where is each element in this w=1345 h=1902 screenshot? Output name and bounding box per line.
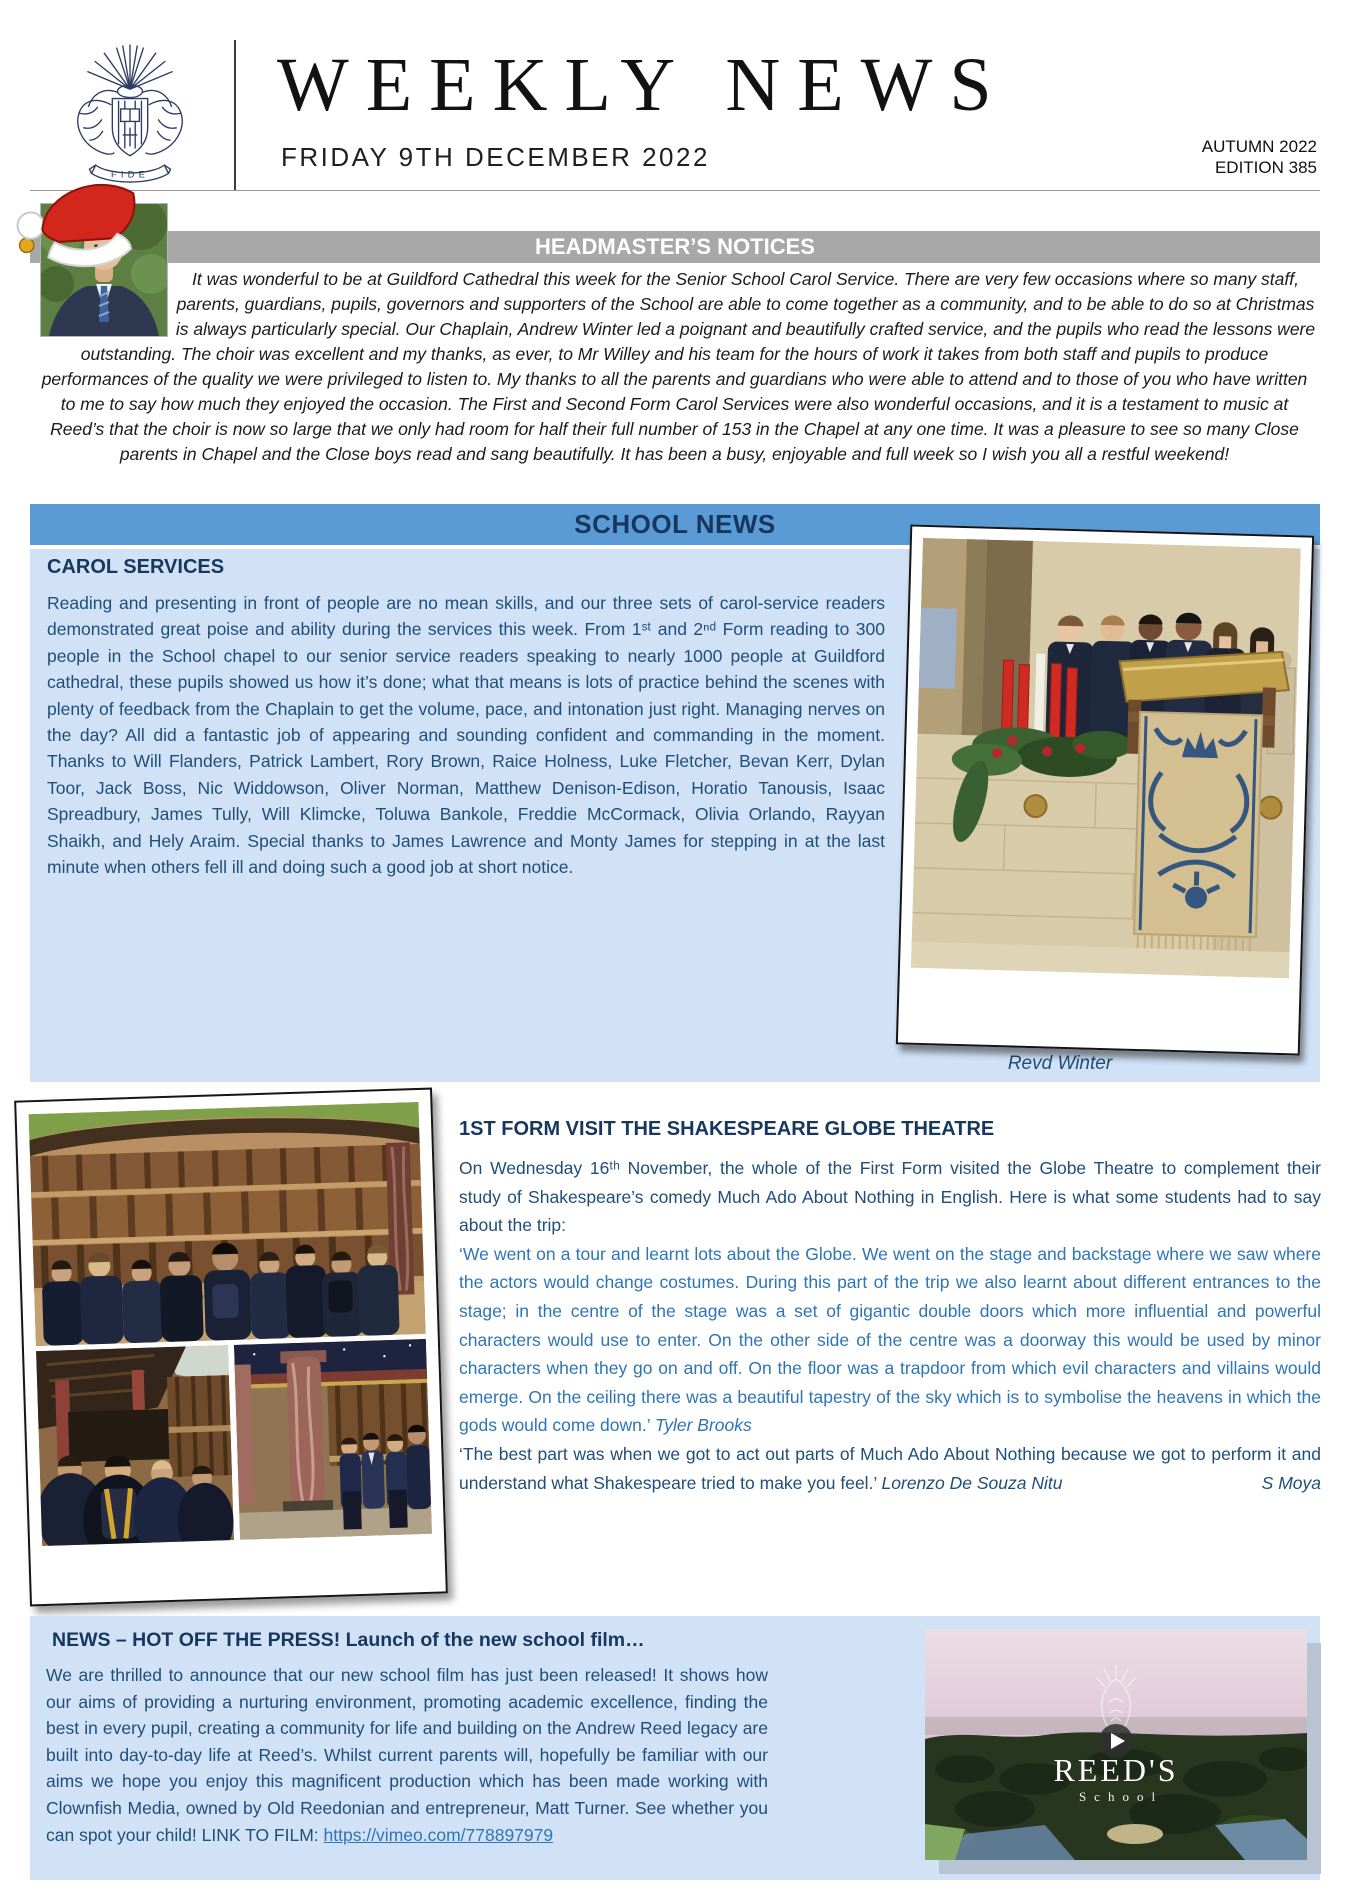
school-film-heading: NEWS – HOT OFF THE PRESS! Launch of the new school film… [52, 1629, 645, 1651]
headmasters-notices-banner [30, 231, 1320, 263]
quote-2-attribution-2: S Moya [1261, 1472, 1321, 1493]
film-thumbnail-title: REED'S [1053, 1752, 1179, 1788]
globe-theatre-photo-collage [14, 1088, 448, 1607]
quote-2-attribution: Lorenzo De Souza Nitu [881, 1472, 1063, 1493]
school-film-thumbnail-image [925, 1629, 1307, 1860]
edition-info [1202, 136, 1317, 178]
school-film-thumbnail[interactable] [925, 1629, 1307, 1860]
globe-article-intro: On Wednesday 16ᵗʰ November, the whole of the First Form visited the Globe Theatre to complement their study of Shakespeare’s comedy Much Ado About Nothing in English. Here is what some students had to say about the trip: [459, 1158, 1321, 1236]
school-news-title: SCHOOL NEWS [574, 509, 776, 539]
carol-services-text: Reading and presenting in front of people are no mean skills, and our three sets of carol-service readers demonstrated great poise and ability during the services this week. From 1ˢᵗ and 2ⁿᵈ Form reading to 300 people in the School chapel to our senior service readers speaking to nearly 1000 people at Guildford cathedral, these pupils showed us how it’s done; what that means is lots of practice behind the scenes with plenty of feedback from the Chaplain to get the volume, pace, and intonation just right. Managing nerves on the day? All did a fantastic job of appearing and sounding confident and commanding in the moment. Thanks to Will Flanders, Patrick Lambert, Rory Brown, Raice Holness, Luke Fletcher, Bevan Kerr, Dylan Toor, Jack Boss, Nic Widdowson, Oliver Norman, Matthew Denison-Edison, Horatio Tanousis, Isaac Spreadbury, James Tully, Will Klimcke, Toluwa Bankole, Freddie McCormack, Olivia Orlando, Rayyan Shaikh, and Hely Araim. Special thanks to James Lawrence and Monty James for stepping in at the last minute when others fell ill and doing such a good job at short notice. [47, 593, 885, 878]
header-rule [30, 190, 1320, 191]
carol-services-heading: CAROL SERVICES [47, 556, 225, 578]
headmasters-notices-title: HEADMASTER’S NOTICES [535, 234, 815, 259]
pupil-quote-1-paragraph [459, 1240, 1321, 1440]
vimeo-film-link[interactable]: https://vimeo.com/778897979 [323, 1824, 554, 1845]
newsletter-title: WEEKLY NEWS [277, 43, 1009, 127]
headmasters-notices-text: It was wonderful to be at Guildford Cathedral this week for the Senior School Carol Service. There are very few occasions where so many staff, parents, guardians, pupils, governors and supporters of the School are able to come together as a community, and to be able to do so at Christmas is always particularly special. Our Chaplain, Andrew Winter led a poignant and beautifully crafted service, and the pupils who read the lessons were outstanding. The choir was excellent and my thanks, as ever, to Mr Willey and his team for the hours of work it takes from both staff and pupils to produce performances of the quality we were privileged to listen to. My thanks to all the parents and guardians who were able to attend and to those of you who have written to me to say how much they enjoyed the occasion. The First and Second Form Carol Services were also wonderful occasions, and it is a testament to music at Reed’s that the choir is now so large that we only had room for half their full number of 153 in the Chapel at any one time. It was a pleasure to see so many Close parents in Chapel and the Close boys read and sang beautifully. It has been a busy, enjoyable and full week so I wish you all a restful weekend! [41, 269, 1316, 464]
headmasters-notices-body [32, 267, 1317, 467]
photo-caption-revd-winter: Revd Winter [1007, 1053, 1113, 1074]
pupil-quote-1: ‘We went on a tour and learnt lots about the Globe. We went on the stage and backstage where we saw where the actors would change costumes. During this part of the trip we also learnt about different entrances to the stage; in the centre of the stage was a set of gigantic double doors which more influential and powerful characters would use to enter. On the other side of the centre was a doorway this would be used by minor characters when they go on and off. On the floor was a trapdoor from which evil characters and villains would emerge. On the ceiling there was a beautiful tapestry of the sky which is to symbolise the heavens in which the gods would come down.’ [459, 1243, 1321, 1436]
edition-season: AUTUMN 2022 [1201, 137, 1317, 156]
headmaster-photo [40, 203, 168, 337]
carol-service-photo-image [911, 538, 1301, 978]
edition-number: EDITION 385 [1214, 158, 1317, 177]
school-film-body: We are thrilled to announce that our new school film has just been released! It shows how our aims of providing a nurturing environment, promoting academic excellence, finding the best in every pupil, creating a community for life and building on the Andrew Reed legacy are built into day-to-day life at Reed’s. Whilst current parents will, hopefully be familiar with our aims we hope you enjoy this magnificent production which has been made working with Clownfish Media, owned by Old Reedonian and entrepreneur, Matt Turner. See whether you can spot your child! LINK TO FILM: [46, 1665, 768, 1845]
globe-stage-photo [36, 1345, 234, 1546]
school-film-text [46, 1662, 768, 1848]
globe-article [459, 1118, 1321, 1497]
film-thumbnail-subtitle: School [1078, 1789, 1164, 1804]
newsletter-date: FRIDAY 9TH DECEMBER 2022 [281, 142, 710, 172]
school-crest-icon [52, 32, 208, 188]
globe-interior-photo [29, 1102, 426, 1346]
quote-1-attribution: Tyler Brooks [654, 1415, 752, 1436]
pupil-quote-2: ‘The best part was when we got to act out parts of Much Ado About Nothing because we got to perform it and understand what Shakespeare tried to make you feel.’ [459, 1443, 1321, 1493]
santa-hat-icon [4, 164, 167, 291]
crest-motto: FIDE [111, 169, 149, 180]
globe-article-heading: 1ST FORM VISIT THE SHAKESPEARE GLOBE THEATRE [459, 1118, 995, 1140]
globe-pillars-photo [234, 1339, 432, 1540]
globe-photo-row [36, 1339, 432, 1546]
carol-service-photo [896, 524, 1314, 1055]
header-divider [234, 40, 236, 190]
pupil-quote-2-paragraph [459, 1440, 1321, 1497]
